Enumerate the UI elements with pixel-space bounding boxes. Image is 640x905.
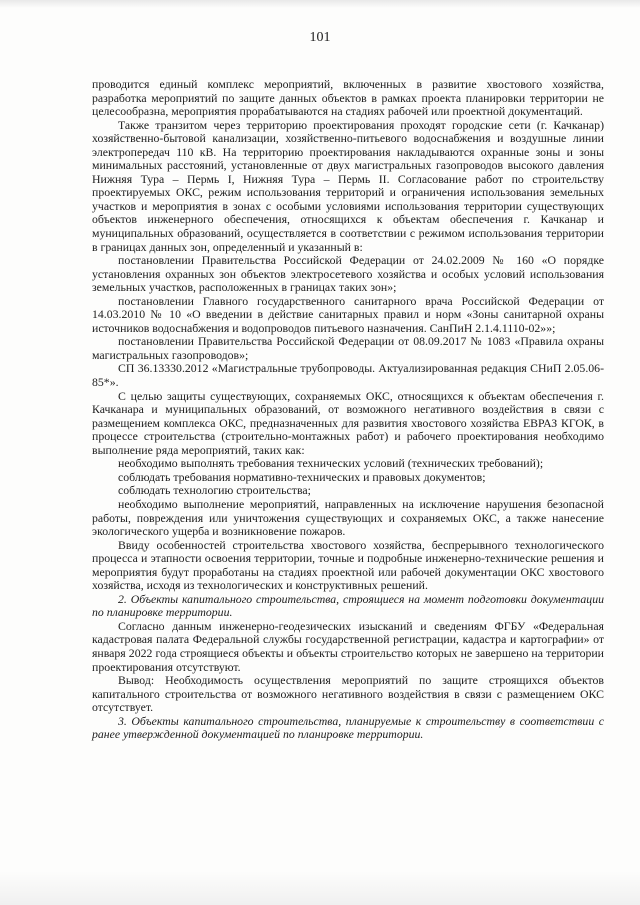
scan-top-edge: [0, 0, 640, 8]
paragraph: Ввиду особенностей строительства хвостового хозяйства, беспрерывного технологического процесса и этапности освоения территории, точные и подробные инженерно-технические решения и мероприятия будут проработаны на стадиях проектной или рабочей документации ОКС хвостового хозяйства, исходя из технологических и конструктивных решений.: [92, 537, 604, 593]
list-item: соблюдать требования нормативно-технических и правовых документов;: [118, 469, 486, 484]
page-number: 101: [309, 30, 331, 45]
list-item: постановлении Правительства Российской Федерации от 24.02.2009 № 160 «О порядке установления охранных зон объектов электросетевого хозяйства и особых условий использования земельных участков, расположенных в границах таких зон»;: [92, 253, 604, 295]
list-item: СП 36.13330.2012 «Магистральные трубопроводы. Актуализированная редакция СНиП 2.05.06-85*».: [92, 361, 604, 390]
paragraph: Согласно данным инженерно-геодезических изысканий и сведениям ФГБУ «Федеральная кадастровая палата Федеральной службы государственной регистрации, кадастра и картографии» от января 2022 года строящиеся объекты и объекты строительство которых не завершено на территории проектирования отсутствуют.: [92, 618, 604, 674]
body-text: [92, 78, 604, 742]
paragraph: Вывод: Необходимость осуществления мероприятий по защите строящихся объектов капитального строительства от возможного негативного воздействия в связи с размещением ОКС отсутствует.: [92, 673, 604, 715]
paragraph: проводится единый комплекс мероприятий, включенных в развитие хвостового хозяйства, разработка мероприятий по защите данных объектов в рамках проекта планировки территории не целесообразна, мероприятия прорабатываются на стадиях рабочей или проектной документаций.: [92, 77, 604, 119]
list-item: необходимо выполнять требования технических условий (технических требований);: [118, 456, 544, 471]
paragraph: Также транзитом через территорию проектирования проходят городские сети (г. Качканар) хозяйственно-бытовой канализации, хозяйственно-питьевого водоснабжения и воздушные линии электропередач 110 кВ. На территорию проектирования накладываются охранные зоны и зоны минимальных расстояний, установленные от двух магистральных газопроводов высокого давления Нижняя Тура – Пермь I, Нижняя Тура – Пермь II. Согласование работ по строительству проектируемых ОКС, режим использования территорий и ограничения использования земельных участков и мероприятия в зонах с особыми условиями использования территории существующих объектов инженерного обеспечения, относящихся к объектам обеспечения г. Качканар и муниципальных образований, осуществляется в соответствии с режимом использования территории в границах данных зон, определенный и указанный в:: [92, 117, 604, 254]
scan-bottom-edge: [0, 871, 640, 905]
list-item: постановлении Главного государственного санитарного врача Российской Федерации от 14.03.2010 № 10 «О введении в действие санитарных правил и норм «Зоны санитарной охраны источников водоснабжения и водопроводов питьевого назначения. СанПиН 2.1.4.1110-02»»;: [92, 293, 604, 335]
section-heading: 3. Объекты капитального строительства, планируемые к строительству в соответствии с ранее утвержденной документацией по планировке территории.: [92, 713, 604, 742]
section-heading: 2. Объекты капитального строительства, строящиеся на момент подготовки документации по планировке территории.: [92, 591, 604, 620]
list-item: соблюдать технологию строительства;: [118, 483, 311, 498]
list-item: необходимо выполнение мероприятий, направленных на исключение нарушения безопасной работы, повреждения или уничтожения существующих и сохраняемых ОКС, а также нанесение экологического ущерба и возникновение пожаров.: [92, 496, 604, 539]
paragraph: С целью защиты существующих, сохраняемых ОКС, относящихся к объектам обеспечения г. Качканара и муниципальных образований, от возможного негативного воздействия в связи с размещением комплекса ОКС, предназначенных для развития хвостового хозяйства ЕВРАЗ КГОК, в процессе строительства (строительно-монтажных работ) и рабочего проектирования необходимо выполнение ряда мероприятий, таких как:: [92, 388, 604, 457]
list-item: постановлении Правительства Российской Федерации от 08.09.2017 № 1083 «Правила охраны магистральных газопроводов»;: [92, 334, 604, 362]
